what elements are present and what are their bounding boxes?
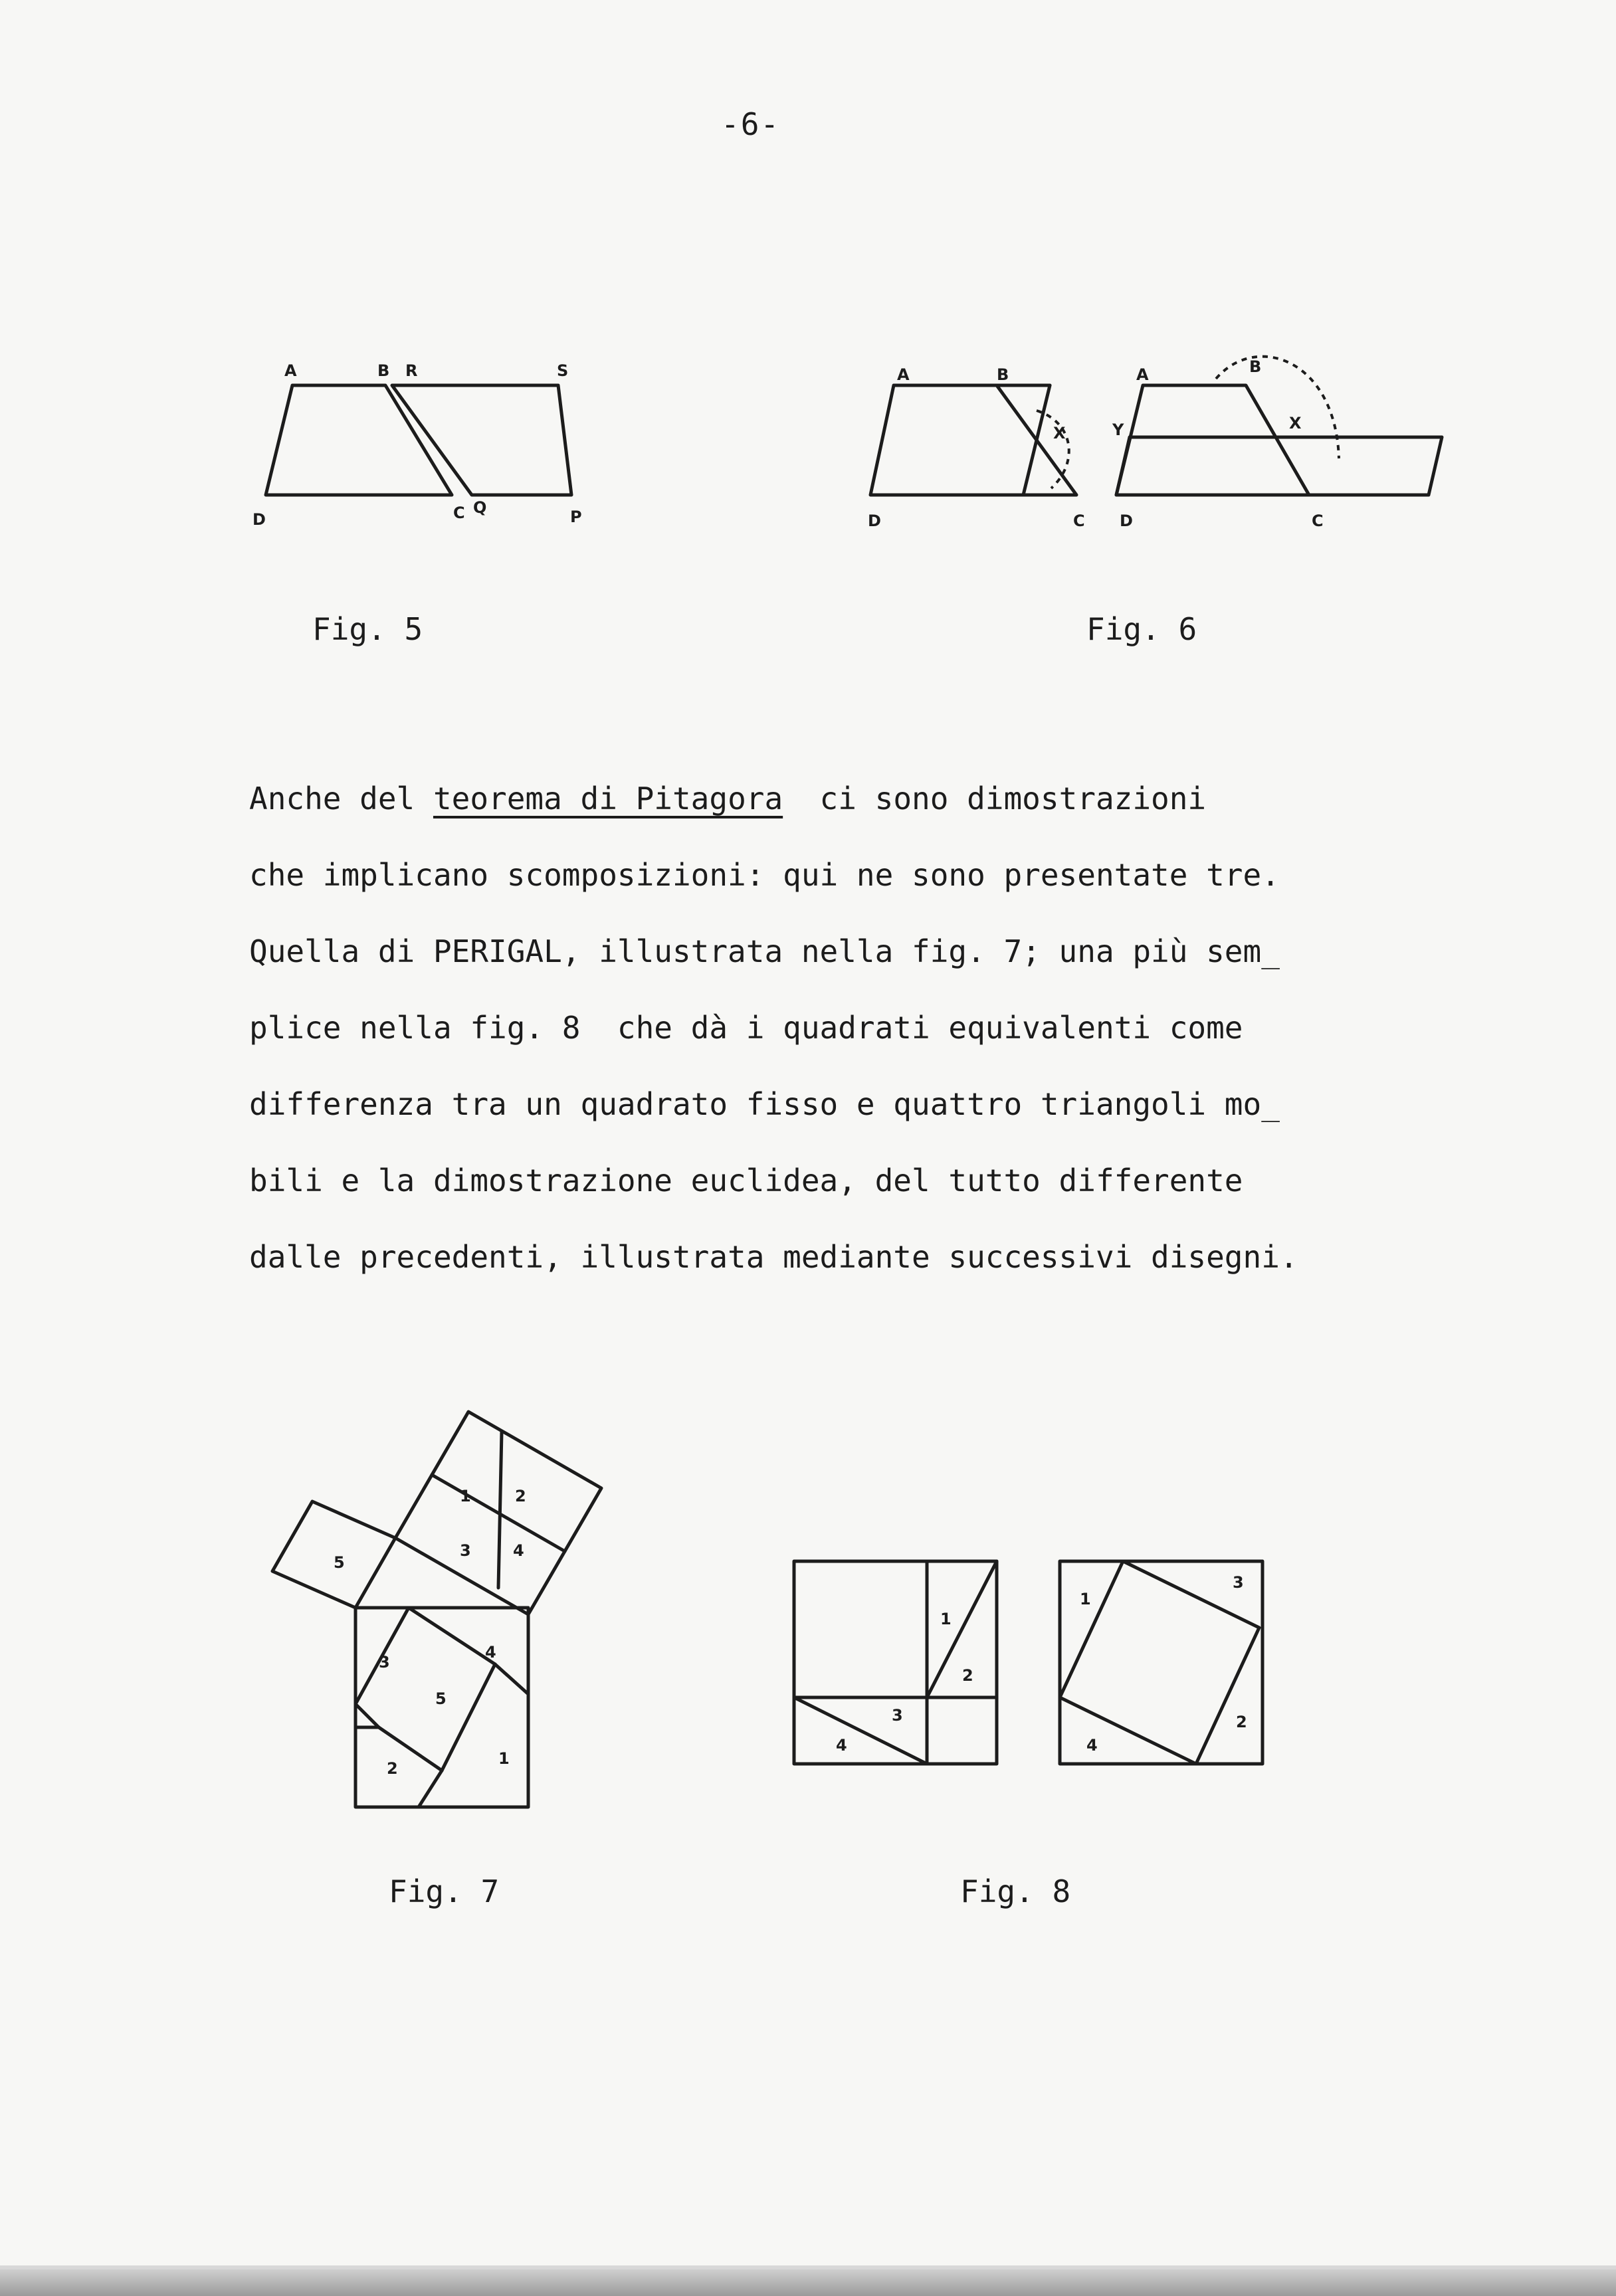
parallelogram-abcd-right	[1116, 385, 1309, 495]
paragraph-line-5: differenza tra un quadrato fisso e quattro triangoli mo_	[249, 1086, 1280, 1122]
label-a-left: A	[897, 365, 910, 384]
square-large-divider-2	[498, 1432, 502, 1588]
piece-label: 3	[460, 1541, 471, 1560]
label-x-right: X	[1289, 414, 1302, 432]
piece-label: 3	[379, 1653, 390, 1672]
hyp-divider-7	[419, 1770, 442, 1807]
figure-5-parallelograms	[252, 359, 625, 545]
paragraph-line-1: Anche del teorema di Pitagora ci sono dimostrazioni	[249, 781, 1207, 816]
paragraph-line-2: che implicano scomposizioni: qui ne sono presentate tre.	[249, 857, 1280, 893]
square-left-diagonal-2	[794, 1697, 927, 1764]
label-a: A	[284, 361, 297, 380]
paragraph-line-7: dalle precedenti, illustrata mediante successivi disegni.	[249, 1239, 1298, 1275]
paragraph-line-4: plice nella fig. 8 che dà i quadrati equivalenti come	[249, 1010, 1243, 1046]
figure-8-squares-comparison	[791, 1558, 1269, 1777]
paragraph	[249, 761, 1445, 1295]
hyp-divider-6	[495, 1664, 528, 1694]
parallelogram-abcd	[266, 385, 452, 495]
figure-7-caption: Fig. 7	[389, 1873, 500, 1909]
label-b: B	[377, 361, 390, 380]
square-left	[794, 1561, 997, 1764]
piece-label: 2	[387, 1759, 398, 1778]
figure-6-caption: Fig. 6	[1086, 611, 1197, 647]
label-r: R	[405, 361, 418, 380]
label-q: Q	[473, 498, 487, 517]
label-c-left: C	[1073, 512, 1085, 530]
label-y-right: Y	[1112, 421, 1124, 439]
hyp-divider-5	[355, 1704, 379, 1727]
label-p: P	[570, 508, 582, 526]
paragraph-line-3: Quella di PERIGAL, illustrata nella fig. 7; una più sem_	[249, 933, 1280, 969]
piece-label: 5	[435, 1689, 447, 1708]
label-c: C	[453, 504, 465, 522]
label-c-right: C	[1312, 512, 1324, 530]
piece-label: 1	[498, 1749, 510, 1768]
figure-5-caption: Fig. 5	[312, 611, 423, 647]
label-d-left: D	[868, 512, 881, 530]
label-x-left: X	[1053, 424, 1066, 442]
piece-label: 3	[1233, 1573, 1244, 1592]
scan-bottom-band	[0, 2269, 1616, 2296]
label-a-right: A	[1136, 365, 1149, 384]
piece-label: 2	[1236, 1713, 1247, 1731]
piece-label: 4	[485, 1643, 496, 1662]
paragraph-line-6: bili e la dimostrazione euclidea, del tutto differente	[249, 1163, 1243, 1198]
piece-label: 3	[892, 1706, 903, 1725]
piece-label: 5	[334, 1553, 345, 1572]
piece-label: 1	[1080, 1590, 1091, 1608]
piece-label: 2	[962, 1666, 973, 1685]
page-number: -6-	[721, 106, 781, 142]
piece-label: 1	[940, 1610, 952, 1628]
piece-label: 4	[836, 1736, 847, 1755]
figure-8-caption: Fig. 8	[960, 1873, 1071, 1909]
piece-label: 1	[460, 1487, 471, 1505]
cut-line	[1023, 385, 1050, 495]
label-b-right: B	[1249, 357, 1262, 376]
piece-label: 2	[515, 1487, 526, 1505]
hyp-divider-2	[409, 1608, 495, 1664]
label-d-right: D	[1120, 512, 1133, 530]
hyp-divider-3	[442, 1664, 495, 1770]
piece-label: 4	[513, 1541, 524, 1560]
label-b-left: B	[997, 365, 1009, 384]
label-s: S	[557, 361, 569, 380]
figure-7-perigal-dissection	[272, 1408, 618, 1820]
piece-label: 4	[1086, 1736, 1098, 1755]
label-d: D	[252, 510, 266, 529]
underlined-theorem-name: teorema di Pitagora	[433, 781, 783, 816]
figure-6-parallelograms	[857, 339, 1488, 551]
